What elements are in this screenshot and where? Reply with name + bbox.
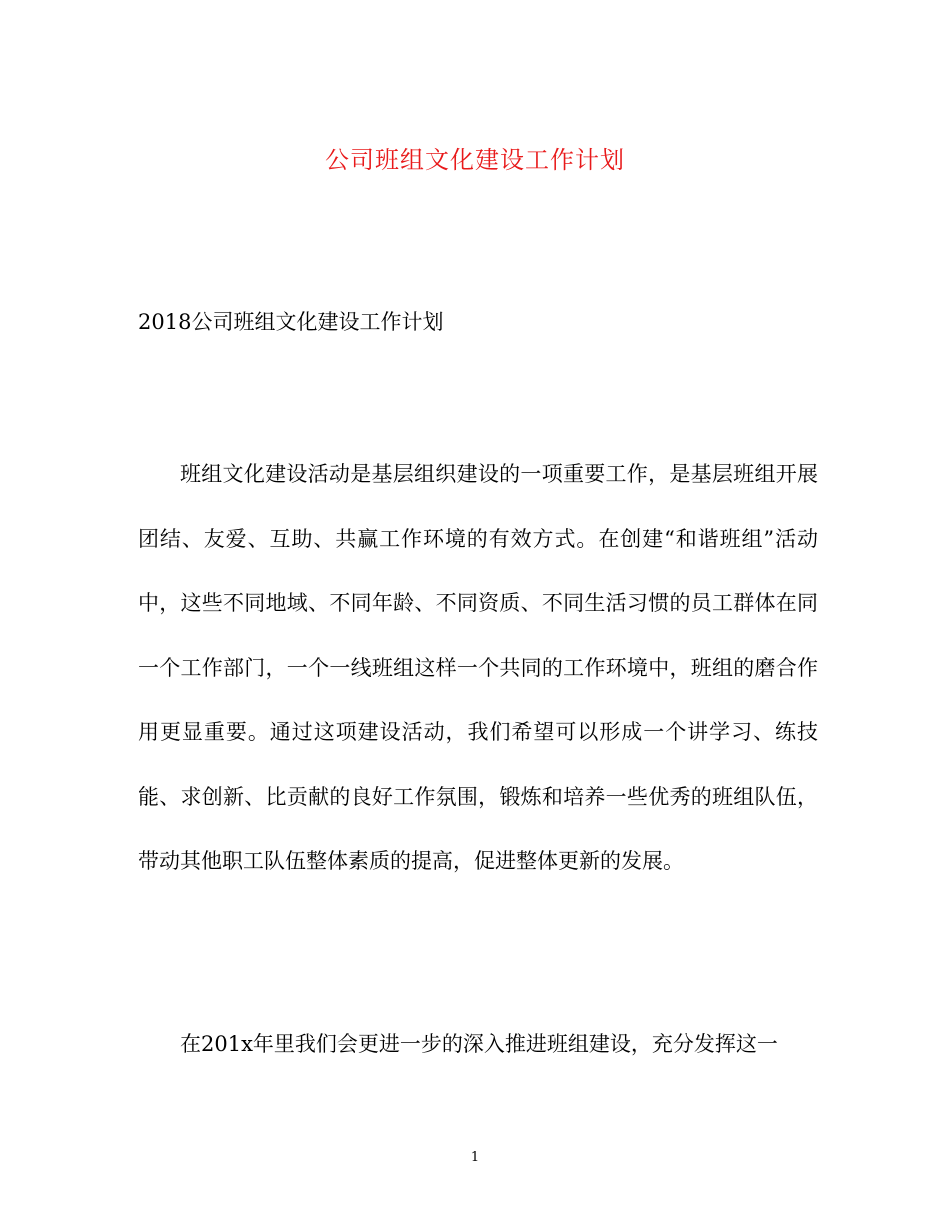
document-title: 公司班组文化建设工作计划	[325, 146, 625, 174]
paragraph-2: 在201x年里我们会更进一步的深入推进班组建设，充分发挥这一	[180, 1032, 778, 1056]
paragraph-1: 班组文化建设活动是基层组织建设的一项重要工作，是基层班组开展团结、友爱、互助、共赢工作环境的有效方式。在创建“和谐班组”活动中，这些不同地域、不同年龄、不同资质、不同生活习惯的员工群体在同一个工作部门，一个一线班组这样一个共同的工作环境中，班组的磨合作用更显重要。通过这项建设活动，我们希望可以形成一个讲学习、练技能、求创新、比贡献的良好工作氛围，锻炼和培养一些优秀的班组队伍，带动其他职工队伍整体素质的提高，促进整体更新的发展。	[138, 462, 818, 873]
page-number: 1	[470, 1150, 480, 1165]
document-subtitle: 2018公司班组文化建设工作计划	[138, 310, 444, 334]
